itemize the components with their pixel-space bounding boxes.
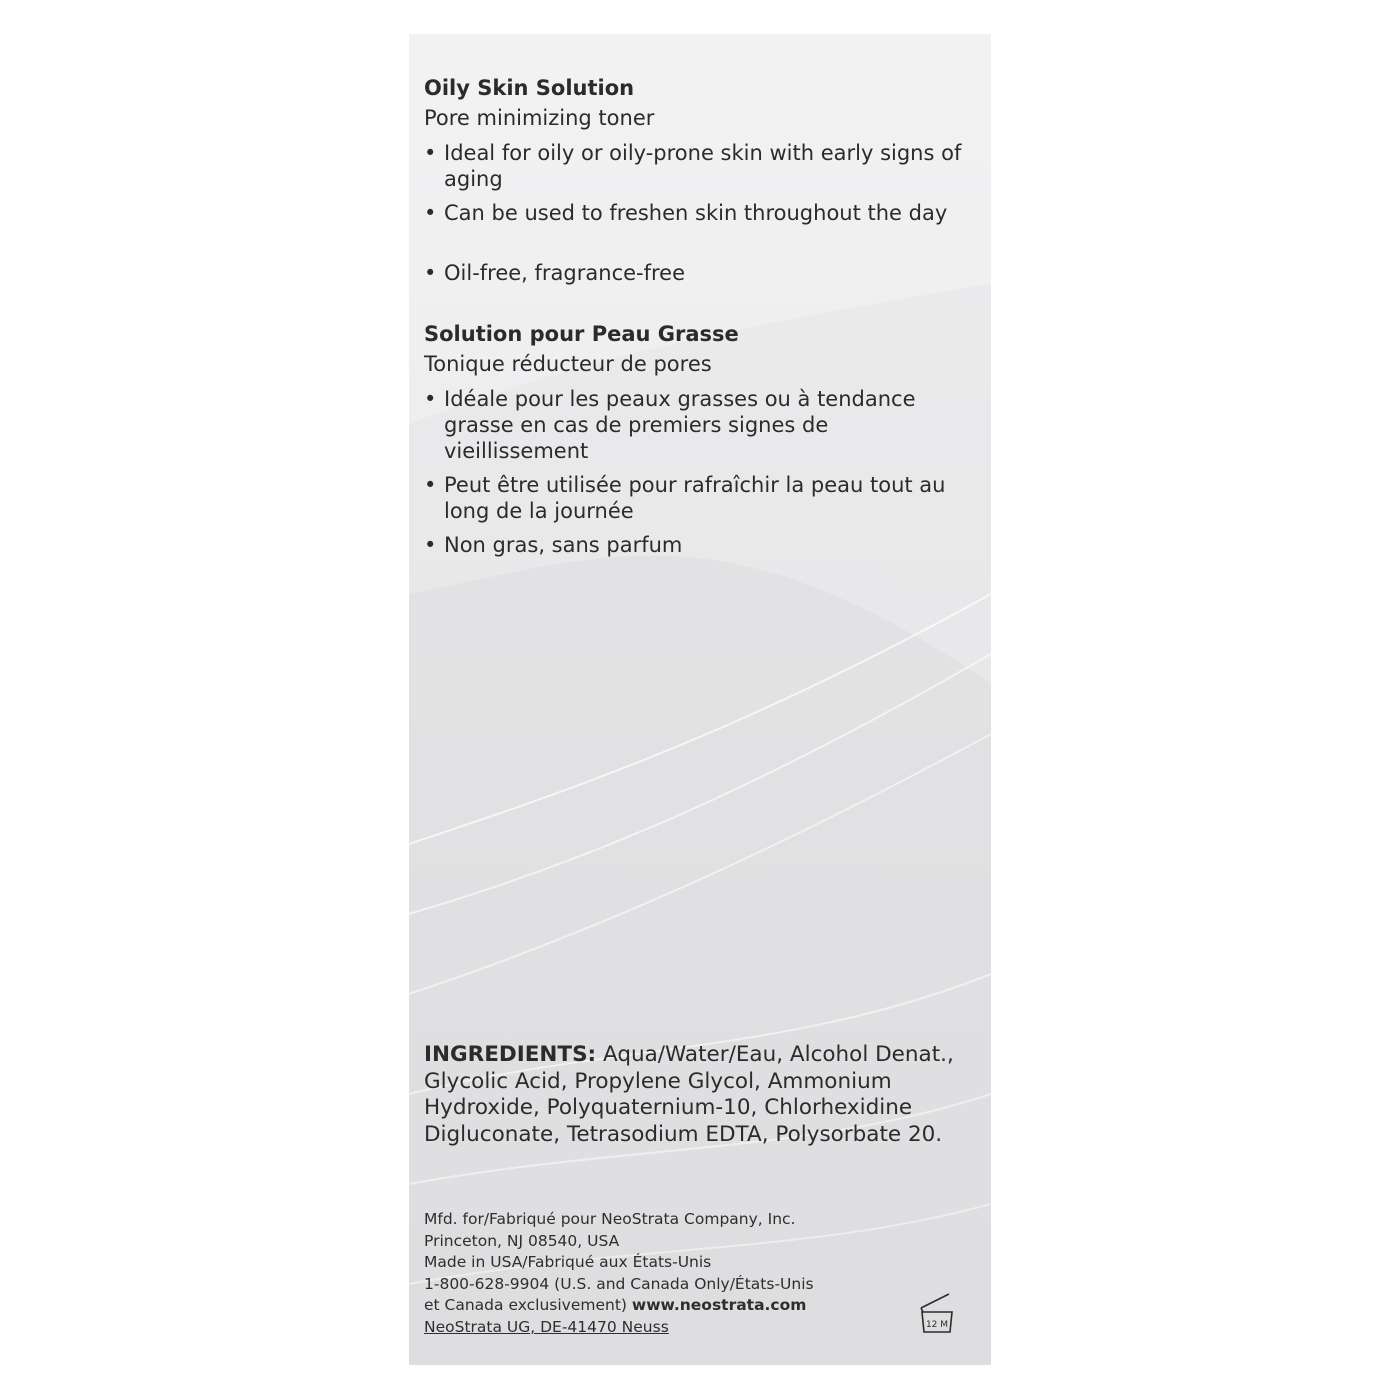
website-link: www.neostrata.com [631, 1296, 807, 1315]
french-bullet: • Peut être utilisée pour rafraîchir la peau tout au long de la journée [424, 473, 946, 523]
ingredients-block [424, 1042, 964, 1148]
english-bullet: • Can be used to freshen skin throughout the day [424, 201, 948, 225]
french-bullet: • Non gras, sans parfum [424, 533, 683, 557]
eu-address: NeoStrata UG, DE-41470 Neuss [424, 1317, 669, 1336]
legal-line: 1-800-628-9904 (U.S. and Canada Only/États-Unis [424, 1274, 814, 1293]
legal-line: Princeton, NJ 08540, USA [424, 1231, 620, 1250]
product-label-panel [409, 34, 991, 1365]
ingredients-label: INGREDIENTS: [424, 1042, 597, 1067]
english-heading: Oily Skin Solution [424, 76, 635, 100]
french-heading: Solution pour Peau Grasse [424, 322, 739, 346]
english-bullet: • Oil-free, fragrance-free [424, 261, 686, 285]
open-jar-icon [916, 1290, 958, 1336]
wave-background [409, 34, 991, 1365]
french-bullet: • Idéale pour les peaux grasses ou à tendance grasse en cas de premiers signes de vieillissement [424, 387, 916, 463]
english-subheading: Pore minimizing toner [424, 106, 655, 130]
legal-line: Made in USA/Fabriqué aux États-Unis [424, 1253, 712, 1272]
pao-label: 12 M [925, 1320, 949, 1330]
ingredients-text: Aqua/Water/Eau, Alcohol Denat., Glycolic Acid, Propylene Glycol, Ammonium Hydroxide, Polyquaternium-10, Chlorhexidine Digluconate, Tetrasodium EDTA, Polysorbate 20. [424, 1042, 954, 1147]
english-bullet: • Ideal for oily or oily-prone skin with early signs of aging [424, 141, 962, 191]
manufacturer-info [424, 1209, 894, 1339]
legal-line: Mfd. for/Fabriqué pour NeoStrata Company, Inc. [424, 1210, 796, 1228]
french-subheading: Tonique réducteur de pores [424, 352, 712, 376]
legal-line: et Canada exclusivement) www.neostrata.com [424, 1296, 807, 1315]
